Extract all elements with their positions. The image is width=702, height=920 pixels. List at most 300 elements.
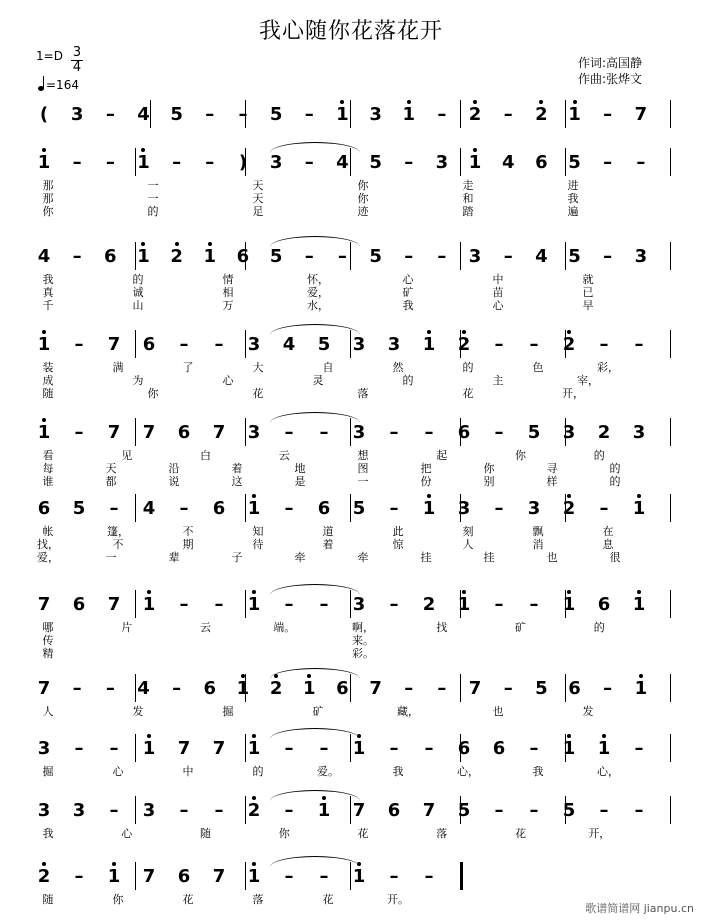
lyric-syllable: 藏，	[397, 705, 419, 718]
note: –	[74, 422, 84, 443]
note: 1	[352, 738, 366, 759]
note: –	[599, 800, 609, 821]
note: 6	[336, 678, 349, 699]
lyric-syllable: 千	[42, 299, 54, 312]
note: 4	[501, 152, 515, 173]
note: 1	[632, 498, 646, 519]
lyric-syllable: 辈	[168, 551, 180, 564]
barline	[670, 242, 671, 270]
note: –	[205, 104, 215, 125]
note: 1	[247, 498, 261, 519]
note: –	[529, 594, 539, 615]
note: –	[404, 678, 414, 699]
note: 2	[170, 246, 183, 267]
lyric-syllable: 牵	[294, 551, 306, 564]
lyric-syllable: 掘	[42, 765, 54, 778]
note: –	[284, 498, 294, 519]
lyric-syllable: 爱，	[37, 551, 59, 564]
lyric-syllable: 的	[462, 361, 474, 374]
note: –	[172, 678, 182, 699]
note: –	[503, 246, 513, 267]
lyric-syllable: 不	[112, 538, 124, 551]
note: 1	[422, 334, 436, 355]
note: 7	[107, 334, 121, 355]
note: 7	[107, 422, 121, 443]
note: 3	[72, 800, 86, 821]
lyric-syllable: 期	[182, 538, 194, 551]
quarter-note-icon	[38, 86, 44, 91]
lyric-syllable: 花	[182, 893, 194, 906]
note: 6	[72, 594, 86, 615]
note: 6	[212, 498, 226, 519]
lyric-syllable: 也	[546, 551, 558, 564]
lyric-syllable: 样	[546, 475, 558, 488]
note: 1	[142, 594, 156, 615]
lyric-syllable: 和	[462, 192, 474, 205]
barline	[670, 590, 671, 618]
note: –	[238, 104, 248, 125]
note: 6	[177, 866, 191, 887]
note: –	[404, 152, 414, 173]
note: 6	[387, 800, 401, 821]
note: 2	[37, 866, 51, 887]
note: –	[404, 246, 414, 267]
lyric-syllable: 天	[105, 462, 117, 475]
note: –	[74, 334, 84, 355]
note: –	[284, 594, 294, 615]
note: –	[109, 498, 119, 519]
lyric-syllable: 一	[147, 179, 159, 192]
lyric-syllable: 早	[582, 299, 594, 312]
tie-arc	[270, 236, 360, 247]
note: –	[72, 152, 82, 173]
note: 1	[634, 678, 648, 699]
note: 1	[137, 152, 150, 173]
note: 4	[137, 678, 150, 699]
note: –	[109, 738, 119, 759]
barline	[670, 674, 671, 702]
lyric-syllable: 相	[222, 286, 234, 299]
lyric-syllable: 彩，	[597, 361, 619, 374]
note: –	[284, 866, 294, 887]
note: 1	[568, 104, 581, 125]
lyric-syllable: 我	[567, 192, 579, 205]
lyric-syllable: 主	[492, 374, 504, 387]
watermark: 歌谱简谱网 jianpu.cn	[585, 902, 694, 915]
note: 1	[302, 678, 316, 699]
note: 3	[468, 246, 482, 267]
lyric-syllable: 天	[252, 192, 264, 205]
lyric-syllable: 爱。	[317, 765, 339, 778]
note: –	[205, 152, 215, 173]
tempo-mark	[38, 78, 79, 92]
note: 3	[369, 104, 382, 125]
lyric-syllable: 色	[532, 361, 544, 374]
lyric-syllable: 心	[402, 273, 414, 286]
note: 4	[535, 246, 548, 267]
lyric-syllable: 遍	[567, 205, 579, 218]
note: 5	[317, 334, 331, 355]
note: 5	[568, 152, 581, 173]
note: 1	[37, 152, 51, 173]
note: 1	[597, 738, 611, 759]
lyric-syllable: 宰，	[577, 374, 599, 387]
note: 1	[402, 104, 415, 125]
note: –	[529, 738, 539, 759]
lyric-syllable: 找，	[37, 538, 59, 551]
note: –	[319, 738, 329, 759]
lyric-syllable: 你	[357, 179, 369, 192]
lyric-syllable: 人	[42, 705, 54, 718]
lyric-syllable: 沿	[168, 462, 180, 475]
lyric-syllable: 心	[121, 827, 133, 840]
barline	[460, 148, 461, 176]
tie-arc	[270, 324, 360, 335]
lyric-syllable: 挂	[420, 551, 432, 564]
barline	[460, 100, 461, 128]
tie-arc	[270, 856, 360, 867]
note: 6	[492, 738, 506, 759]
note: 5	[170, 104, 183, 125]
note: –	[437, 678, 447, 699]
lyric-syllable: 花	[462, 387, 474, 400]
lyric-syllable: 情	[222, 273, 234, 286]
barline	[460, 242, 461, 270]
lyric-syllable: 息	[602, 538, 614, 551]
note: 4	[282, 334, 296, 355]
staff-line	[30, 494, 670, 522]
lyric-syllable: 刻	[462, 525, 474, 538]
lyric-syllable: 中	[182, 765, 194, 778]
lyric-syllable: 矿	[515, 621, 526, 634]
lyric-syllable: 装	[42, 361, 54, 374]
note: )	[238, 152, 248, 173]
note: –	[389, 422, 399, 443]
lyric-syllable: 你	[515, 449, 526, 462]
note: –	[319, 422, 329, 443]
note: 1	[247, 866, 261, 887]
note: 3	[634, 246, 648, 267]
barline	[135, 796, 136, 824]
note: 4	[137, 104, 150, 125]
note: –	[214, 800, 224, 821]
lyric-syllable: 就	[582, 273, 594, 286]
note: 1	[422, 498, 436, 519]
note: –	[105, 152, 115, 173]
lyric-syllable: 很	[609, 551, 621, 564]
lyric-syllable: 说	[168, 475, 180, 488]
lyric-syllable: 灵	[312, 374, 324, 387]
lyric-syllable: 水，	[307, 299, 329, 312]
note: 2	[535, 104, 548, 125]
lyric-syllable: 一	[147, 192, 159, 205]
note: 1	[236, 678, 250, 699]
lyric-syllable: 传	[42, 634, 54, 647]
lyric-syllable: 的	[593, 449, 605, 462]
lyric-syllable: 你	[357, 192, 369, 205]
note: –	[424, 738, 434, 759]
lyric-syllable: 你	[483, 462, 495, 475]
lyric-syllable: 发	[582, 705, 594, 718]
note: –	[284, 800, 294, 821]
note: 1	[352, 866, 366, 887]
note: –	[494, 422, 504, 443]
lyric-syllable: 我	[402, 299, 414, 312]
note: 3	[352, 334, 366, 355]
lyric-syllable: 心	[492, 299, 504, 312]
lyric-syllable: 花	[357, 827, 369, 840]
lyric-syllable: 惊	[392, 538, 404, 551]
note: 2	[269, 678, 283, 699]
lyric-syllable: 满	[112, 361, 124, 374]
note: –	[424, 422, 434, 443]
lyric-syllable: 花	[252, 387, 264, 400]
lyric-syllable: 此	[392, 525, 404, 538]
note: 5	[562, 800, 576, 821]
lyric-syllable: 是	[294, 475, 306, 488]
lyric-syllable: 掘	[222, 705, 234, 718]
lyric-syllable: 爱，	[307, 286, 329, 299]
lyric-syllable: 哪	[42, 621, 54, 634]
lyric-syllable: 我	[392, 765, 404, 778]
note: –	[284, 422, 294, 443]
note: 3	[562, 422, 576, 443]
lyric-syllable: 落	[252, 893, 264, 906]
note: –	[437, 104, 447, 125]
meter-top: 3	[72, 45, 82, 60]
key-signature: 1=D	[36, 49, 63, 63]
lyric-syllable: 开，	[588, 827, 611, 840]
lyric-syllable: 的	[402, 374, 414, 387]
note: 1	[317, 800, 331, 821]
note: –	[179, 800, 189, 821]
note: 3	[37, 800, 51, 821]
note: 5	[369, 152, 382, 173]
note: 1	[247, 594, 261, 615]
lyric-syllable: 成	[42, 374, 54, 387]
lyric-syllable: 随	[42, 893, 54, 906]
lyric-syllable: 诚	[132, 286, 144, 299]
lyric-syllable: 了	[182, 361, 194, 374]
lyric-syllable: 谁	[42, 475, 54, 488]
lyric-syllable: 帐	[42, 525, 54, 538]
note: 6	[597, 594, 611, 615]
note: 3	[387, 334, 401, 355]
note: 7	[422, 800, 436, 821]
lyric-syllable: 看	[42, 449, 54, 462]
lyric-syllable: 找	[436, 621, 448, 634]
lyric-syllable: 苗	[492, 286, 504, 299]
lyric-syllable: 的	[609, 462, 621, 475]
lyric-syllable: 山	[132, 299, 144, 312]
note: 7	[37, 594, 51, 615]
note: 1	[468, 152, 482, 173]
note: –	[72, 246, 82, 267]
note: –	[179, 594, 189, 615]
lyric-syllable: 别	[483, 475, 495, 488]
lyric-syllable: 的	[132, 273, 144, 286]
lyric-syllable: 心，	[457, 765, 479, 778]
lyric-syllable: 大	[252, 361, 264, 374]
tie-arc	[270, 412, 360, 423]
note: –	[304, 152, 314, 173]
lyric-syllable: 开。	[387, 893, 409, 906]
lyric-syllable: 一	[105, 551, 117, 564]
note: –	[172, 152, 182, 173]
lyric-syllable: 白	[200, 449, 211, 462]
note: –	[636, 152, 646, 173]
lyric-syllable: 花	[515, 827, 526, 840]
note: –	[424, 866, 434, 887]
note: 6	[457, 738, 471, 759]
note: –	[304, 246, 314, 267]
note: 7	[142, 422, 156, 443]
note: 1	[137, 246, 150, 267]
note: –	[389, 594, 399, 615]
lyric-syllable: 你	[278, 827, 290, 840]
note: 7	[634, 104, 648, 125]
lyric-syllable: 挂	[483, 551, 495, 564]
lyric-syllable: 知	[252, 525, 264, 538]
lyric-syllable: 足	[252, 205, 264, 218]
lyric-syllable: 人	[462, 538, 474, 551]
lyric-syllable: 真	[42, 286, 54, 299]
lyric-syllable: 随	[200, 827, 211, 840]
tie-arc	[270, 142, 360, 153]
lyricist-credit: 作词:高国静	[578, 56, 643, 70]
note: –	[503, 104, 513, 125]
lyric-syllable: 落	[436, 827, 448, 840]
note: 7	[107, 594, 121, 615]
note: –	[214, 594, 224, 615]
note: 1	[203, 246, 217, 267]
lyric-syllable: 的	[147, 205, 159, 218]
note: –	[634, 738, 644, 759]
note: 3	[269, 152, 283, 173]
lyric-syllable: 心	[112, 765, 124, 778]
lyric-syllable: 已	[582, 286, 594, 299]
lyric-syllable: 来。	[352, 634, 374, 647]
note: 6	[236, 246, 250, 267]
lyric-syllable: 为	[132, 374, 144, 387]
lyric-syllable: 的	[252, 765, 264, 778]
note: 6	[457, 422, 471, 443]
note: 7	[212, 422, 226, 443]
note: –	[105, 678, 115, 699]
lyric-syllable: 进	[567, 179, 579, 192]
lyric-syllable: 云	[200, 621, 211, 634]
note: –	[109, 800, 119, 821]
note: 7	[177, 738, 191, 759]
barline	[460, 674, 461, 702]
barline	[460, 862, 463, 890]
note: 1	[336, 104, 349, 125]
barline	[135, 494, 136, 522]
note: 6	[317, 498, 331, 519]
lyric-syllable: 走	[462, 179, 474, 192]
lyric-syllable: 在	[602, 525, 614, 538]
note: 5	[457, 800, 471, 821]
note: 6	[535, 152, 548, 173]
lyric-syllable: 开，	[562, 387, 584, 400]
note: –	[284, 738, 294, 759]
composer-credit: 作曲:张烨文	[578, 72, 643, 86]
lyric-syllable: 你	[112, 893, 124, 906]
lyric-syllable: 份	[420, 475, 432, 488]
lyric-syllable: 矿	[312, 705, 324, 718]
barline	[670, 418, 671, 446]
note: –	[319, 594, 329, 615]
note: –	[529, 800, 539, 821]
lyric-syllable: 天	[252, 179, 264, 192]
lyric-syllable: 云	[278, 449, 290, 462]
barline	[135, 590, 136, 618]
note: 6	[203, 678, 217, 699]
lyric-syllable: 你	[147, 387, 159, 400]
lyric-syllable: 这	[231, 475, 243, 488]
lyric-syllable: 着	[322, 538, 334, 551]
note: 6	[568, 678, 581, 699]
note: 3	[632, 422, 646, 443]
lyric-syllable: 想	[357, 449, 369, 462]
lyric-syllable: 待	[252, 538, 264, 551]
tie-arc	[270, 584, 360, 595]
barline	[135, 734, 136, 762]
note: 2	[422, 594, 436, 615]
lyric-syllable: 那	[42, 192, 54, 205]
note: (	[39, 104, 49, 125]
note: –	[319, 866, 329, 887]
note: 3	[247, 334, 261, 355]
note: 1	[632, 594, 646, 615]
lyric-syllable: 也	[492, 705, 504, 718]
lyric-syllable: 见	[121, 449, 133, 462]
note: 5	[352, 498, 366, 519]
note: 1	[37, 422, 51, 443]
note: 3	[352, 594, 366, 615]
lyric-syllable: 自	[322, 361, 334, 374]
note: –	[603, 246, 613, 267]
note: 1	[457, 594, 471, 615]
note: –	[214, 334, 224, 355]
lyric-syllable: 一	[357, 475, 369, 488]
note: 5	[269, 246, 283, 267]
tempo-value: =164	[46, 78, 79, 92]
lyric-syllable: 怀，	[307, 273, 329, 286]
note: 7	[468, 678, 482, 699]
lyric-syllable: 中	[492, 273, 504, 286]
note: –	[74, 866, 84, 887]
lyric-syllable: 寻	[546, 462, 558, 475]
note: 1	[142, 738, 156, 759]
lyric-syllable: 牵	[357, 551, 369, 564]
note: –	[389, 738, 399, 759]
note: –	[389, 498, 399, 519]
note: –	[603, 104, 613, 125]
lyric-syllable: 每	[42, 462, 54, 475]
note: –	[179, 334, 189, 355]
note: 2	[247, 800, 261, 821]
note: –	[389, 866, 399, 887]
lyric-syllable: 我	[42, 827, 54, 840]
note: 6	[177, 422, 191, 443]
barline	[670, 494, 671, 522]
note: –	[337, 246, 347, 267]
note: –	[634, 800, 644, 821]
tie-arc	[270, 668, 360, 679]
note: 6	[142, 334, 156, 355]
lyric-syllable: 图	[357, 462, 369, 475]
